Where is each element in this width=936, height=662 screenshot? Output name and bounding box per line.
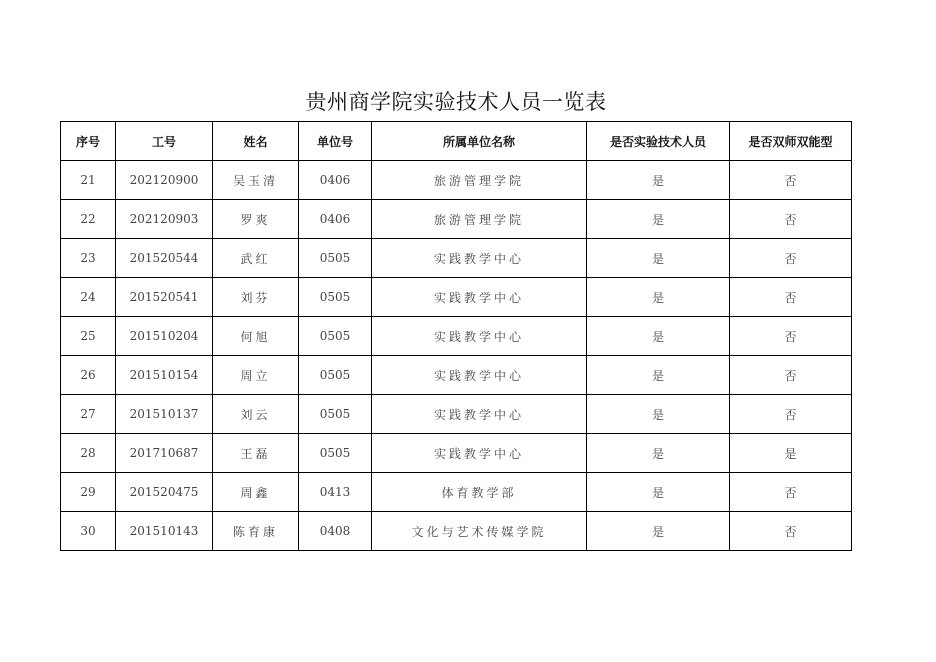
cell-is-dual-qualified: 否 (730, 395, 852, 434)
cell-index: 29 (61, 473, 116, 512)
cell-is-lab-tech: 是 (587, 161, 730, 200)
header-is-dual-qualified: 是否双师双能型 (730, 122, 852, 161)
table-row (61, 356, 852, 395)
cell-name: 王磊 (213, 434, 299, 473)
cell-is-dual-qualified: 否 (730, 200, 852, 239)
cell-is-lab-tech: 是 (587, 356, 730, 395)
cell-unit-code: 0505 (299, 239, 372, 278)
staff-table (60, 121, 852, 551)
cell-unit-name: 体育教学部 (372, 473, 587, 512)
cell-name: 吴玉清 (213, 161, 299, 200)
cell-is-dual-qualified: 否 (730, 473, 852, 512)
cell-is-dual-qualified: 否 (730, 161, 852, 200)
cell-index: 26 (61, 356, 116, 395)
cell-name: 周立 (213, 356, 299, 395)
cell-unit-code: 0505 (299, 356, 372, 395)
cell-staff-id: 202120903 (116, 200, 213, 239)
header-unit-name: 所属单位名称 (372, 122, 587, 161)
page-title: 贵州商学院实验技术人员一览表 (305, 90, 607, 114)
cell-unit-name: 旅游管理学院 (372, 200, 587, 239)
cell-index: 25 (61, 317, 116, 356)
cell-is-lab-tech: 是 (587, 512, 730, 551)
table-row (61, 200, 852, 239)
cell-name: 陈育康 (213, 512, 299, 551)
cell-unit-code: 0408 (299, 512, 372, 551)
cell-unit-code: 0413 (299, 473, 372, 512)
cell-is-lab-tech: 是 (587, 200, 730, 239)
table-row (61, 278, 852, 317)
table-row (61, 434, 852, 473)
cell-unit-name: 实践教学中心 (372, 434, 587, 473)
header-unit-code: 单位号 (299, 122, 372, 161)
cell-is-dual-qualified: 否 (730, 239, 852, 278)
cell-unit-name: 实践教学中心 (372, 278, 587, 317)
cell-is-dual-qualified: 否 (730, 356, 852, 395)
cell-index: 27 (61, 395, 116, 434)
cell-staff-id: 201520541 (116, 278, 213, 317)
table-row (61, 473, 852, 512)
cell-name: 周鑫 (213, 473, 299, 512)
cell-unit-name: 文化与艺术传媒学院 (372, 512, 587, 551)
cell-staff-id: 201510204 (116, 317, 213, 356)
table-row (61, 161, 852, 200)
cell-is-lab-tech: 是 (587, 395, 730, 434)
cell-index: 30 (61, 512, 116, 551)
cell-staff-id: 201510143 (116, 512, 213, 551)
cell-is-dual-qualified: 是 (730, 434, 852, 473)
cell-name: 武红 (213, 239, 299, 278)
cell-is-lab-tech: 是 (587, 278, 730, 317)
cell-unit-name: 实践教学中心 (372, 395, 587, 434)
header-name: 姓名 (213, 122, 299, 161)
header-is-lab-tech: 是否实验技术人员 (587, 122, 730, 161)
cell-name: 罗爽 (213, 200, 299, 239)
header-row (61, 122, 852, 161)
cell-index: 21 (61, 161, 116, 200)
cell-name: 刘芬 (213, 278, 299, 317)
cell-is-lab-tech: 是 (587, 434, 730, 473)
table-row (61, 239, 852, 278)
cell-index: 28 (61, 434, 116, 473)
cell-index: 22 (61, 200, 116, 239)
cell-unit-name: 实践教学中心 (372, 239, 587, 278)
cell-is-lab-tech: 是 (587, 239, 730, 278)
table-row (61, 317, 852, 356)
cell-name: 刘云 (213, 395, 299, 434)
cell-unit-code: 0505 (299, 395, 372, 434)
cell-is-lab-tech: 是 (587, 317, 730, 356)
cell-unit-name: 旅游管理学院 (372, 161, 587, 200)
cell-is-dual-qualified: 否 (730, 317, 852, 356)
cell-unit-code: 0505 (299, 434, 372, 473)
cell-unit-code: 0406 (299, 200, 372, 239)
table-row (61, 512, 852, 551)
table-row (61, 395, 852, 434)
cell-staff-id: 201510137 (116, 395, 213, 434)
cell-index: 24 (61, 278, 116, 317)
header-index: 序号 (61, 122, 116, 161)
cell-unit-code: 0505 (299, 278, 372, 317)
cell-staff-id: 202120900 (116, 161, 213, 200)
cell-name: 何旭 (213, 317, 299, 356)
cell-is-dual-qualified: 否 (730, 278, 852, 317)
cell-unit-code: 0505 (299, 317, 372, 356)
cell-is-dual-qualified: 否 (730, 512, 852, 551)
cell-staff-id: 201520544 (116, 239, 213, 278)
cell-staff-id: 201510154 (116, 356, 213, 395)
cell-staff-id: 201710687 (116, 434, 213, 473)
cell-index: 23 (61, 239, 116, 278)
cell-staff-id: 201520475 (116, 473, 213, 512)
cell-unit-name: 实践教学中心 (372, 317, 587, 356)
header-staff-id: 工号 (116, 122, 213, 161)
cell-is-lab-tech: 是 (587, 473, 730, 512)
cell-unit-code: 0406 (299, 161, 372, 200)
cell-unit-name: 实践教学中心 (372, 356, 587, 395)
